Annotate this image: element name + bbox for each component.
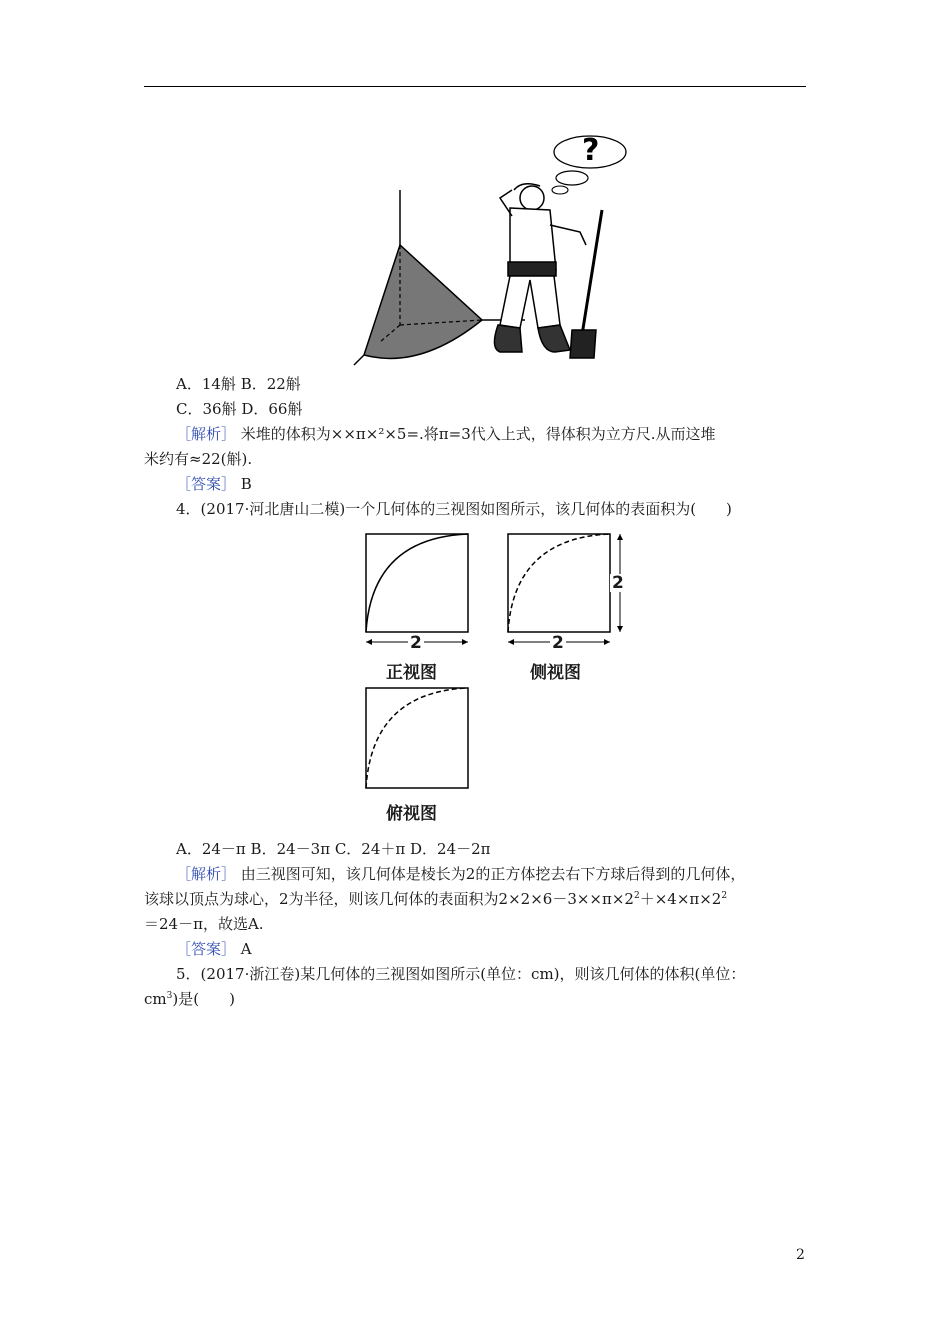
q5-stem-line2 [144,988,235,1010]
q4-analysis-line3: ＝24－π，故选A. [144,915,264,933]
q4-sup-b: 2 [721,891,728,901]
q5-stem-line1: 5．(2017·浙江卷)某几何体的三视图如图所示(单位：cm)，则该几何体的体积(单位： [176,965,746,983]
q3-analysis-tag: ［解析］ [176,425,237,443]
side-view-height-dim: 2 [612,573,624,593]
q3-analysis-line1 [176,423,716,445]
q3-answer-line [176,473,252,495]
q5-unit: cm [144,990,167,1008]
header-rule [144,86,806,87]
q4-analysis-text2a: 该球以顶点为球心，2为半径，则该几何体的表面积为2×2×6－3××π×2 [144,890,634,908]
q4-analysis-text1: 由三视图可知，该几何体是棱长为2的正方体挖去右下方球后得到的几何体， [236,865,746,883]
side-view-caption: 侧视图 [530,663,581,683]
q3-analysis-line2: 米约有≈22(斛). [144,450,253,468]
side-view-width-dim: 2 [552,633,564,653]
q4-options: A．24－π B．24－3π C．24＋π D．24－2π [176,840,491,858]
q3-analysis-text1: 米堆的体积为××π×²×5=.将π=3代入上式，得体积为立方尺.从而这堆 [236,425,716,443]
q4-analysis-tag: ［解析］ [176,865,237,883]
q4-analysis-line2 [144,888,727,910]
q3-options-line1: A．14斛 B．22斛 [176,375,301,393]
side-view-figure [502,530,632,660]
q4-answer-line [176,938,252,960]
q4-sup-a: 2 [633,891,640,901]
q3-answer-value: B [236,475,252,493]
q4-stem: 4．(2017·河北唐山二模)一个几何体的三视图如图所示，该几何体的表面积为( ) [176,500,732,518]
thinking-cloud-icon [552,133,626,194]
rice-pile-illustration [350,120,640,370]
svg-text:?: ? [582,133,600,168]
q3-answer-tag: ［答案］ [176,475,237,493]
q5-stem-rest: )是( ) [172,990,235,1008]
q4-answer-tag: ［答案］ [176,940,237,958]
q4-analysis-line1 [176,863,745,885]
top-view-figure [360,684,476,794]
front-view-dim: 2 [410,633,422,653]
top-view-caption: 俯视图 [386,804,437,824]
man-figure [494,184,602,358]
q3-options-line2: C．36斛 D．66斛 [176,400,303,418]
q4-answer-value: A [236,940,252,958]
q4-analysis-text2b: ＋×4×π×2 [639,890,722,908]
q5-unit-sup: 3 [166,991,173,1001]
page-number: 2 [796,1247,805,1263]
front-view-caption: 正视图 [386,663,437,683]
